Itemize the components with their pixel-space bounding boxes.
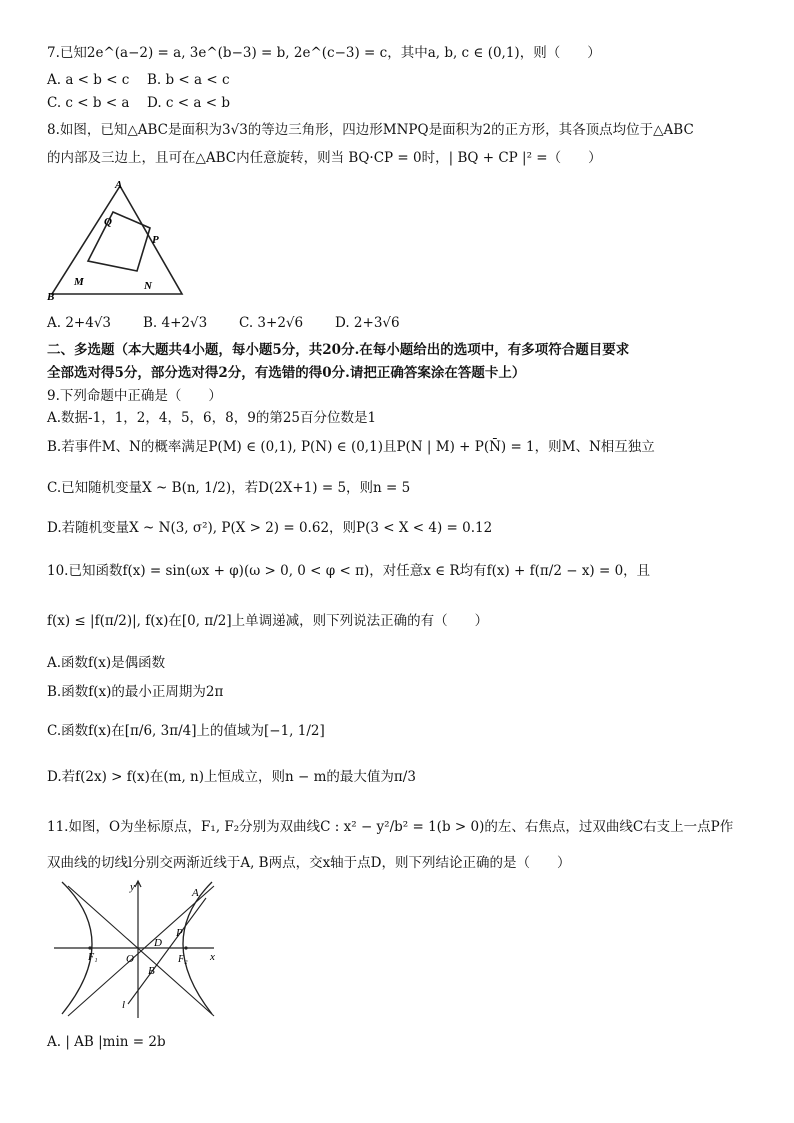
q7-option-b: B. b < a < c xyxy=(147,72,230,88)
q9-option-b: B.若事件M、N的概率满足P(M) ∈ (0,1), P(N) ∈ (0,1)且P(N | M) + P(N̄) = 1，则M、N相互独立 xyxy=(47,439,655,455)
label-b: B xyxy=(148,965,155,977)
q8-option-a: A. 2+4√3 xyxy=(47,315,112,331)
label-x: x xyxy=(210,951,215,963)
label-n: N xyxy=(144,280,152,292)
q9-option-d: D.若随机变量X ~ N(3, σ²), P(X > 2) = 0.62，则P(3 < X < 4) = 0.12 xyxy=(47,520,493,536)
focus-f2-point xyxy=(184,946,187,949)
q8-option-c: C. 3+2√6 xyxy=(239,315,304,331)
q10-stem-line1: 10.已知函数f(x) = sin(ωx + φ)(ω > 0, 0 < φ < π)，对任意x ∈ R均有f(x) + f(π/2 − x) = 0，且 xyxy=(47,563,651,579)
q11-stem-line1: 11.如图，O为坐标原点，F₁, F₂分别为双曲线C : x² − y²/b² = 1(b > 0)的左、右焦点，过双曲线C右支上一点P作 xyxy=(47,819,734,835)
label-p: P xyxy=(152,234,159,246)
label-m: M xyxy=(74,276,84,288)
q8-stem-line2: 的内部及三边上，且可在△ABC内任意旋转，则当 BQ·CP = 0时，| BQ + CP |² =（ ） xyxy=(47,150,602,166)
label-o: O xyxy=(126,953,134,965)
q11-option-a: A. | AB |min = 2b xyxy=(47,1034,166,1050)
q10-option-b: B.函数f(x)的最小正周期为2π xyxy=(47,684,224,700)
q7-option-d: D. c < a < b xyxy=(147,95,230,111)
label-d: D xyxy=(154,937,162,949)
q8-stem-line1: 8.如图，已知△ABC是面积为3√3的等边三角形，四边形MNPQ是面积为2的正方形，其各顶点均位于△ABC xyxy=(47,122,694,138)
focus-f1-point xyxy=(88,946,91,949)
q11-hyperbola-figure xyxy=(46,878,226,1020)
label-f2: F₂ xyxy=(178,954,188,965)
q11-stem-line2: 双曲线的切线l分别交两渐近线于A, B两点，交x轴于点D，则下列结论正确的是（ ） xyxy=(47,855,571,871)
q7-option-a: A. a < b < c xyxy=(47,72,130,88)
label-a: A xyxy=(115,179,123,191)
q8-option-b: B. 4+2√3 xyxy=(143,315,208,331)
label-p: P xyxy=(176,927,183,939)
q10-option-a: A.函数f(x)是偶函数 xyxy=(47,655,166,671)
q7-stem: 7.已知2e^(a−2) = a, 3e^(b−3) = b, 2e^(c−3) = c，其中a, b, c ∈ (0,1)，则（ ） xyxy=(47,45,601,61)
q7-option-c: C. c < b < a xyxy=(47,95,130,111)
q9-stem: 9.下列命题中正确是（ ） xyxy=(47,388,222,404)
triangle-abc xyxy=(52,186,182,294)
label-q: Q xyxy=(104,216,112,228)
q8-triangle-figure xyxy=(44,176,194,304)
section2-header-line1: 二、多选题（本大题共4小题，每小题5分，共20分.在每小题给出的选项中，有多项符合题目要求 xyxy=(47,342,630,358)
q9-option-c: C.已知随机变量X ~ B(n, 1/2)，若D(2X+1) = 5，则n = 5 xyxy=(47,480,411,496)
label-b: B xyxy=(47,291,55,303)
label-y: y xyxy=(130,881,135,893)
label-a: A xyxy=(192,887,199,899)
label-l: l xyxy=(122,999,126,1011)
section2-header-line2: 全部选对得5分，部分选对得2分，有选错的得0分.请把正确答案涂在答题卡上） xyxy=(47,365,526,381)
q9-option-a: A.数据-1，1，2，4，5，6，8，9的第25百分位数是1 xyxy=(47,410,377,426)
q10-option-c: C.函数f(x)在[π/6, 3π/4]上的值域为[−1, 1/2] xyxy=(47,723,325,739)
label-f1: F₁ xyxy=(88,952,98,963)
q10-option-d: D.若f(2x) > f(x)在(m, n)上恒成立，则n − m的最大值为π/3 xyxy=(47,769,416,785)
q10-stem-line2: f(x) ≤ |f(π/2)|, f(x)在[0, π/2]上单调递减，则下列说法正确的有（ ） xyxy=(47,613,489,629)
q8-option-d: D. 2+3√6 xyxy=(335,315,400,331)
